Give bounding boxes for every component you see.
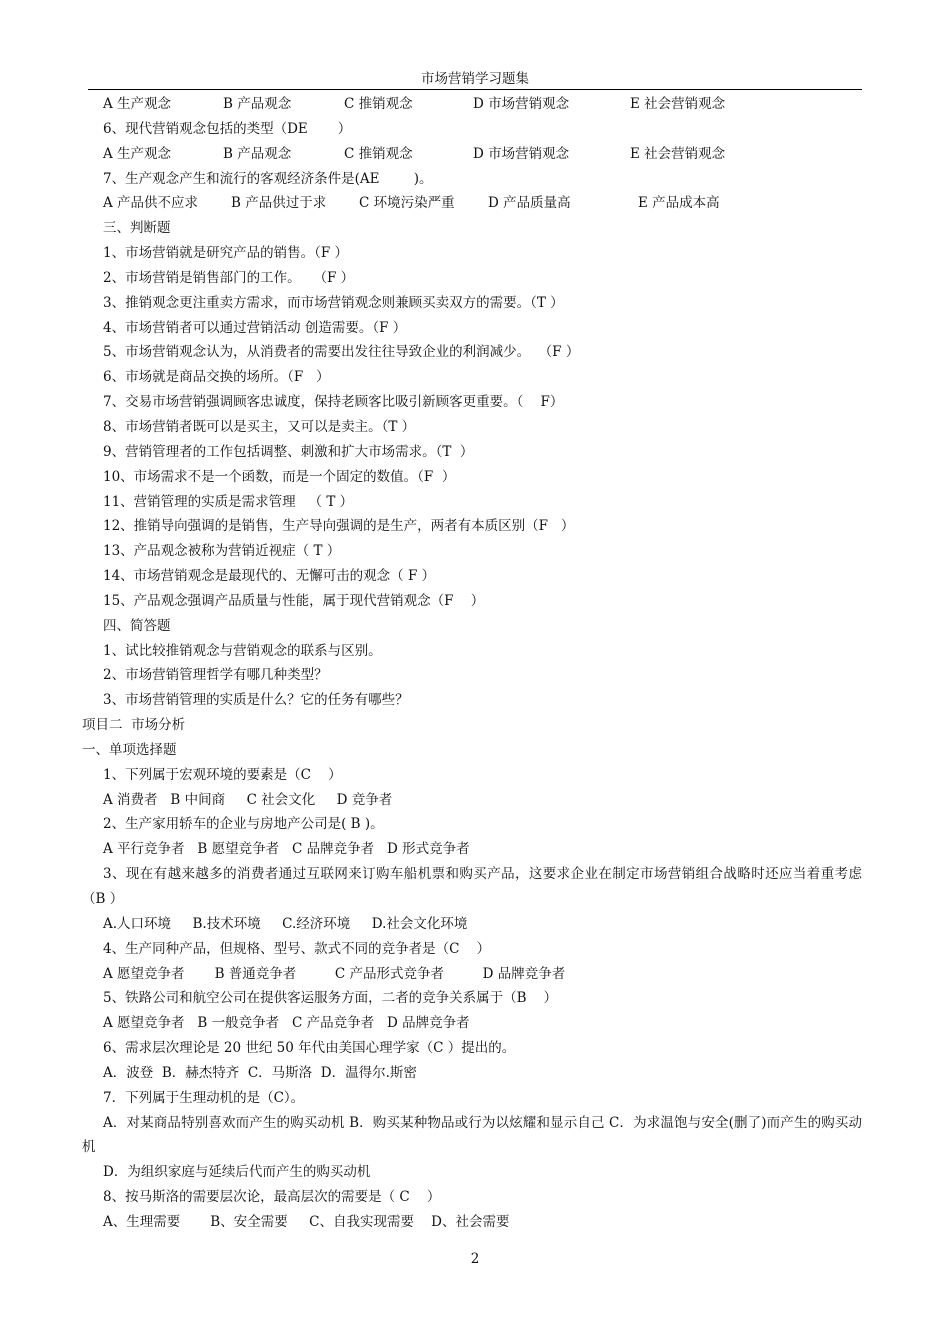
q5-option-b: B 产品观念 xyxy=(223,96,292,112)
q6-options-row xyxy=(82,142,862,167)
p2-question-5: 5、铁路公司和航空公司在提供客运服务方面，二者的竞争关系属于（B ） xyxy=(103,990,558,1007)
judgment-item: 12、推销导向强调的是销售，生产导向强调的是生产，两者有本质区别（F ） xyxy=(103,518,575,535)
project-heading: 项目二 市场分析 xyxy=(82,717,186,734)
q7-option-d: D 产品质量高 xyxy=(488,195,571,212)
q6-option-a: A 生产观念 xyxy=(103,145,172,162)
p2-question-3-options: A.人口环境 B.技术环境 C.经济环境 D.社会文化环境 xyxy=(103,915,468,932)
q7-option-b: B 产品供过于求 xyxy=(231,195,327,212)
question-7: 7、生产观念产生和流行的客观经济条件是(AE )。 xyxy=(103,170,433,187)
q7-options-row xyxy=(82,191,862,216)
judgment-item: 3、推销观念更注重卖方需求，而市场营销观念则兼顾买卖双方的需要。（T ） xyxy=(103,294,564,311)
judgment-item: 13、产品观念被称为营销近视症（ T ） xyxy=(103,543,341,560)
p2-question-7-options-abc: A．对某商品特别喜欢而产生的购买动机 B．购买某种物品或行为以炫耀和显示自己 C．为求温饱与安全(删了)而产生的购买动机 xyxy=(82,1114,862,1156)
p2-question-8-options: A、生理需要 B、安全需要 C、自我实现需要 D、社会需要 xyxy=(103,1213,510,1230)
p2-question-6-options: A．波登 B．赫杰特齐 C．马斯洛 D．温得尔.斯密 xyxy=(103,1064,417,1081)
section-heading-short-answer: 四、简答题 xyxy=(103,617,171,634)
p2-question-6: 6、需求层次理论是 20 世纪 50 年代由美国心理学家（C ）提出的。 xyxy=(103,1040,516,1057)
p2-question-2: 2、生产家用轿车的企业与房地产公司是( B )。 xyxy=(103,816,384,833)
q7-option-a: A 产品供不应求 xyxy=(103,195,199,212)
judgment-item: 11、营销管理的实质是需求管理 （ T ） xyxy=(103,493,354,510)
question-6: 6、现代营销观念包括的类型（DE ） xyxy=(103,120,352,137)
judgment-item: 2、市场营销是销售部门的工作。 （F ） xyxy=(103,269,355,286)
p2-question-4-options: A 愿望竞争者 B 普通竞争者 C 产品形式竞争者 D 品牌竞争者 xyxy=(103,965,566,982)
short-answer-item: 3、市场营销管理的实质是什么？它的任务有哪些？ xyxy=(103,692,409,709)
short-answer-item: 1、试比较推销观念与营销观念的联系与区别。 xyxy=(103,642,382,659)
q6-option-e: E 社会营销观念 xyxy=(630,145,726,162)
q5-option-a: A 生产观念 xyxy=(103,96,172,112)
p2-question-1-options: A 消费者 B 中间商 C 社会文化 D 竞争者 xyxy=(103,791,393,808)
judgment-item: 6、市场就是商品交换的场所。（F ） xyxy=(103,369,330,386)
p2-question-5-options: A 愿望竞争者 B 一般竞争者 C 产品竞争者 D 品牌竞争者 xyxy=(103,1015,470,1032)
q6-option-d: D 市场营销观念 xyxy=(473,145,570,162)
q7-option-e: E 产品成本高 xyxy=(638,195,720,212)
judgment-item: 7、交易市场营销强调顾客忠诚度，保持老顾客比吸引新顾客更重要。（ F） xyxy=(103,394,564,411)
section-heading-judgment: 三、判断题 xyxy=(103,220,171,237)
p2-question-2-options: A 平行竞争者 B 愿望竞争者 C 品牌竞争者 D 形式竞争者 xyxy=(103,841,470,858)
judgment-item: 10、市场需求不是一个函数，而是一个固定的数值。（F ） xyxy=(103,468,456,485)
judgment-item: 15、产品观念强调产品质量与性能，属于现代营销观念（F ） xyxy=(103,592,485,609)
page-number: 2 xyxy=(470,1251,480,1267)
q6-option-b: B 产品观念 xyxy=(223,145,292,162)
short-answer-item: 2、市场营销管理哲学有哪几种类型？ xyxy=(103,667,328,684)
page-header-title: 市场营销学习题集 xyxy=(421,71,529,87)
document-body xyxy=(82,92,862,1235)
q5-option-c: C 推销观念 xyxy=(344,96,413,112)
p2-question-3: 3、现在有越来越多的消费者通过互联网来订购车船机票和购买产品，这要求企业在制定市场营销组合战略时还应当着重考虑（B ） xyxy=(82,866,862,907)
judgment-item: 1、市场营销就是研究产品的销售。（F ） xyxy=(103,245,348,262)
judgment-item: 8、市场营销者既可以是买主，又可以是卖主。（T ） xyxy=(103,418,416,435)
judgment-item: 4、市场营销者可以通过营销活动 创造需要。（F ） xyxy=(103,319,407,336)
p2-question-1: 1、下列属于宏观环境的要素是（C ） xyxy=(103,766,342,783)
q7-option-c: C 环境污染严重 xyxy=(359,195,455,212)
q5-option-e: E 社会营销观念 xyxy=(630,96,726,112)
p2-question-7: 7．下列属于生理动机的是（C）。 xyxy=(103,1089,305,1106)
section-heading-single-choice: 一、单项选择题 xyxy=(82,741,177,758)
header-divider xyxy=(88,89,862,90)
p2-question-8: 8、按马斯洛的需要层次论，最高层次的需要是（ C ） xyxy=(103,1189,441,1206)
judgment-item: 5、市场营销观念认为，从消费者的需要出发往往导致企业的利润减少。 （F ） xyxy=(103,344,580,361)
q5-option-d: D 市场营销观念 xyxy=(473,96,570,112)
p2-question-4: 4、生产同种产品，但规格、型号、款式不同的竞争者是（C ） xyxy=(103,940,491,957)
q6-option-c: C 推销观念 xyxy=(344,145,413,162)
judgment-item: 14、市场营销观念是最现代的、无懈可击的观念（ F ） xyxy=(103,568,436,585)
judgment-item: 9、营销管理者的工作包括调整、刺激和扩大市场需求。（T ） xyxy=(103,443,474,460)
q5-options-row xyxy=(82,92,862,117)
p2-question-7-option-d: D．为组织家庭与延续后代而产生的购买动机 xyxy=(103,1164,371,1181)
